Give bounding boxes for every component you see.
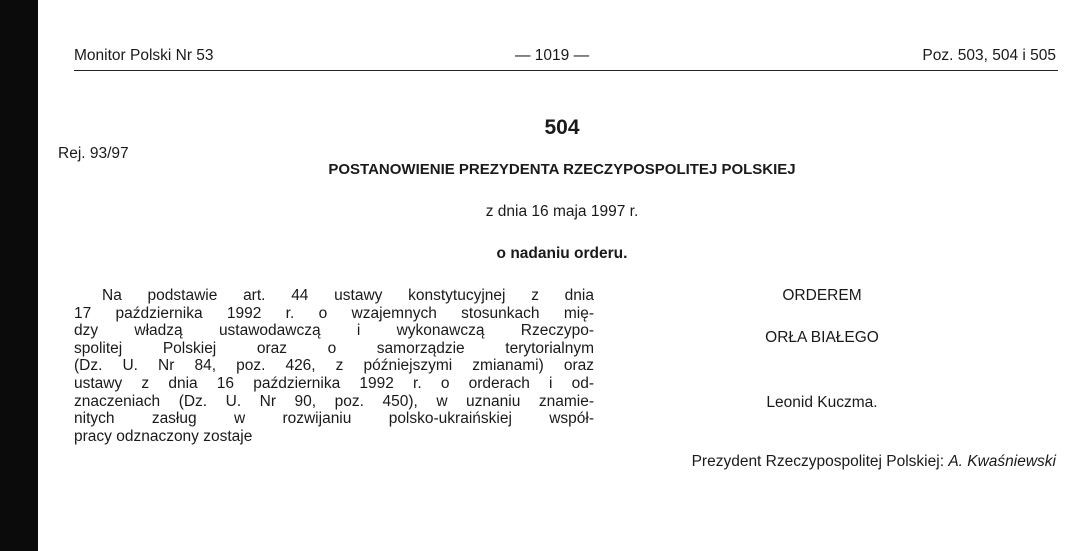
registry-number: Rej. 93/97 xyxy=(58,145,129,162)
entry-number: 504 xyxy=(544,116,580,139)
header-page-number: — 1019 — xyxy=(515,47,590,64)
signature-role: Prezydent Rzeczypospolitej Polskiej: xyxy=(691,453,944,470)
body-line: pracy odznaczony zostaje xyxy=(74,427,253,445)
award-recipient: Leonid Kuczma. xyxy=(766,394,878,411)
body-line: nitych zasług w rozwijaniu polsko-ukraińskiej współ- xyxy=(74,410,594,428)
body-line: dzy władzą ustawodawczą i wykonawczą Rzeczypo- xyxy=(74,322,594,340)
document-title: POSTANOWIENIE PREZYDENTA RZECZYPOSPOLITEJ POLSKIEJ xyxy=(328,161,796,178)
award-label: ORDEREM xyxy=(782,287,862,304)
body-line: Na podstawie art. 44 ustawy konstytucyjnej z dnia xyxy=(102,287,594,304)
signature-signer: A. Kwaśniewski xyxy=(948,453,1056,470)
body-line: spolitej Polskiej oraz o samorządzie terytorialnym xyxy=(74,339,594,357)
body-line: znaczeniach (Dz. U. Nr 90, poz. 450), w uznaniu znamie- xyxy=(74,392,594,410)
document-date: z dnia 16 maja 1997 r. xyxy=(485,203,639,220)
scan-left-edge xyxy=(0,0,38,551)
document-page xyxy=(38,0,1086,551)
document-subject: o nadaniu orderu. xyxy=(496,245,628,262)
body-paragraph xyxy=(74,287,594,445)
body-line: 17 października 1992 r. o wzajemnych stosunkach mię- xyxy=(74,304,594,322)
body-line: ustawy z dnia 16 października 1992 r. o orderach i od- xyxy=(74,374,594,392)
signature-block xyxy=(692,453,1056,471)
award-name: ORŁA BIAŁEGO xyxy=(765,329,879,346)
header-publication: Monitor Polski Nr 53 xyxy=(74,47,214,64)
header-rule xyxy=(74,70,1058,71)
header-positions: Poz. 503, 504 i 505 xyxy=(922,47,1056,64)
body-line: (Dz. U. Nr 84, poz. 426, z późniejszymi zmianami) oraz xyxy=(74,357,594,375)
